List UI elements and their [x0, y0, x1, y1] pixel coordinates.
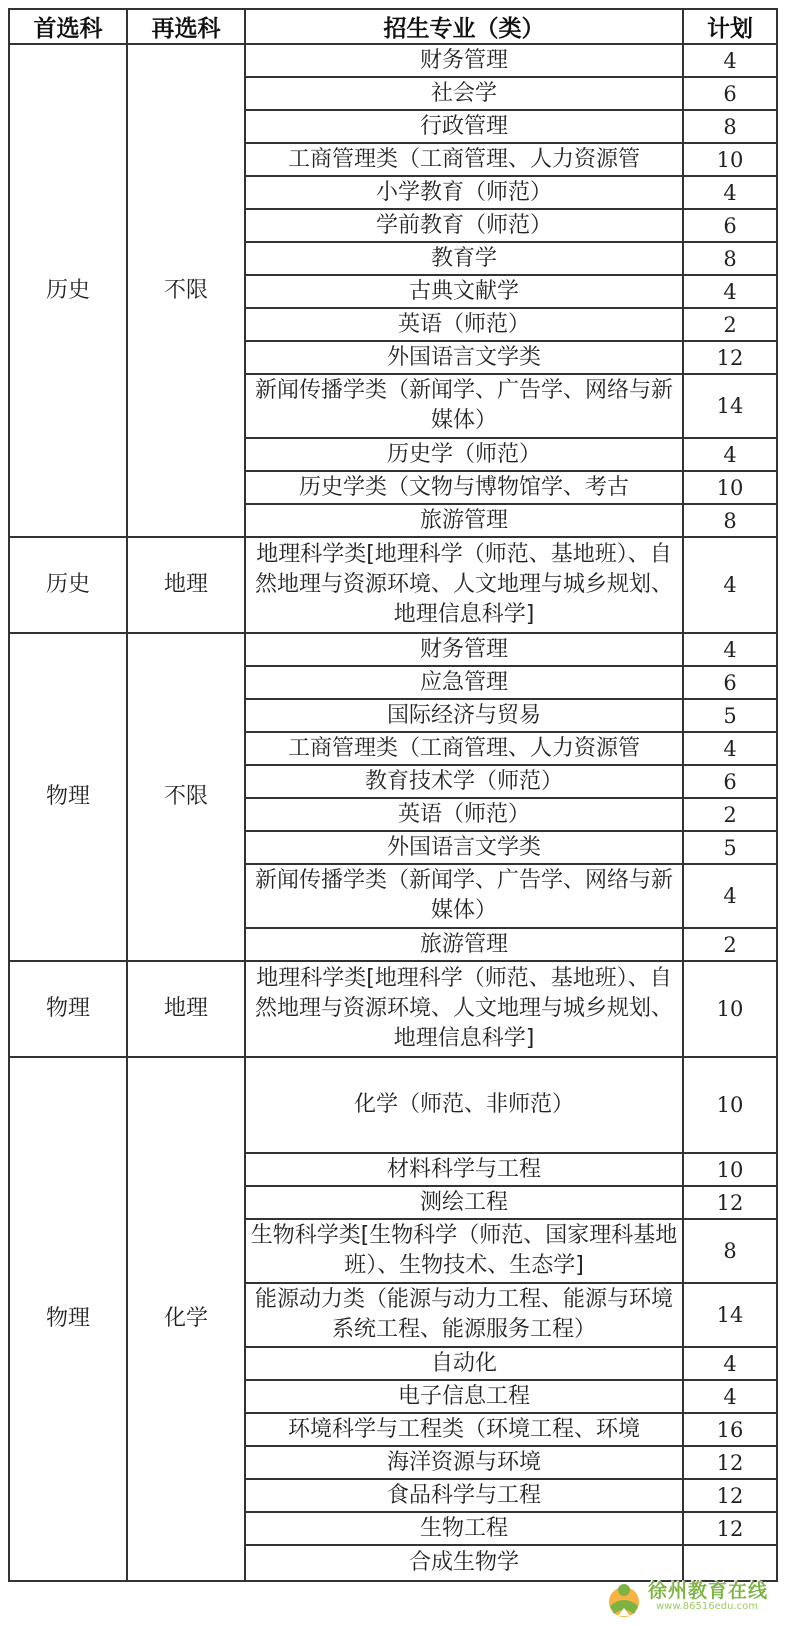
- major-cell: 地理科学类[地理科学（师范、基地班）、自然地理与资源环境、人文地理与城乡规划、地理信息科学]: [245, 961, 683, 1057]
- major-cell: 能源动力类（能源与动力工程、能源与环境系统工程、能源服务工程）: [245, 1283, 683, 1347]
- major-cell: 海洋资源与环境: [245, 1446, 683, 1479]
- major-cell: 自动化: [245, 1347, 683, 1380]
- major-cell: 教育技术学（师范）: [245, 765, 683, 798]
- major-cell: 财务管理: [245, 633, 683, 666]
- major-cell: 历史学（师范）: [245, 438, 683, 471]
- plan-cell: 12: [683, 1186, 777, 1219]
- plan-cell: 14: [683, 374, 777, 438]
- major-cell: 古典文献学: [245, 275, 683, 308]
- first-subject-cell: 历史: [9, 537, 127, 633]
- major-cell: 历史学类（文物与博物馆学、考古: [245, 471, 683, 504]
- plan-cell: 8: [683, 504, 777, 537]
- plan-cell: 12: [683, 1479, 777, 1512]
- plan-cell: 5: [683, 831, 777, 864]
- major-cell: 财务管理: [245, 44, 683, 77]
- major-cell: 测绘工程: [245, 1186, 683, 1219]
- major-cell: 旅游管理: [245, 928, 683, 961]
- first-subject-cell: 历史: [9, 44, 127, 537]
- table-row: [9, 961, 777, 1057]
- plan-cell: 12: [683, 1512, 777, 1545]
- plan-cell: 4: [683, 438, 777, 471]
- major-cell: 工商管理类（工商管理、人力资源管: [245, 732, 683, 765]
- table-body: [9, 44, 777, 1581]
- major-cell: 教育学: [245, 242, 683, 275]
- plan-cell: 2: [683, 798, 777, 831]
- plan-cell: 12: [683, 1446, 777, 1479]
- major-cell: 英语（师范）: [245, 308, 683, 341]
- major-cell: 生物工程: [245, 1512, 683, 1545]
- header-plan: 计划: [683, 9, 777, 44]
- major-cell: 旅游管理: [245, 504, 683, 537]
- plan-cell: 10: [683, 471, 777, 504]
- plan-cell: 2: [683, 308, 777, 341]
- second-subject-cell: 地理: [127, 961, 245, 1057]
- major-cell: 工商管理类（工商管理、人力资源管: [245, 143, 683, 176]
- plan-cell: 4: [683, 44, 777, 77]
- table-row: [9, 537, 777, 633]
- plan-cell: 4: [683, 176, 777, 209]
- header-major: 招生专业（类）: [245, 9, 683, 44]
- major-cell: 外国语言文学类: [245, 341, 683, 374]
- plan-cell: 16: [683, 1413, 777, 1446]
- major-cell: 国际经济与贸易: [245, 699, 683, 732]
- plan-cell: 10: [683, 143, 777, 176]
- plan-cell: 4: [683, 633, 777, 666]
- plan-cell: 10: [683, 961, 777, 1057]
- major-cell: 地理科学类[地理科学（师范、基地班）、自然地理与资源环境、人文地理与城乡规划、地理信息科学]: [245, 537, 683, 633]
- major-cell: 化学（师范、非师范）: [245, 1057, 683, 1153]
- major-cell: 行政管理: [245, 110, 683, 143]
- major-cell: 食品科学与工程: [245, 1479, 683, 1512]
- plan-cell: 8: [683, 1219, 777, 1283]
- major-cell: 生物科学类[生物科学（师范、国家理科基地班）、生物技术、生态学]: [245, 1219, 683, 1283]
- plan-cell: 6: [683, 765, 777, 798]
- major-cell: 社会学: [245, 77, 683, 110]
- plan-cell: 10: [683, 1057, 777, 1153]
- header-second-subject: 再选科: [127, 9, 245, 44]
- first-subject-cell: 物理: [9, 633, 127, 961]
- plan-cell: 8: [683, 110, 777, 143]
- first-subject-cell: 物理: [9, 961, 127, 1057]
- table-row: [9, 44, 777, 77]
- watermark-url: www.86516edu.com: [656, 1601, 758, 1612]
- plan-cell: 12: [683, 341, 777, 374]
- second-subject-cell: 不限: [127, 44, 245, 537]
- second-subject-cell: 化学: [127, 1057, 245, 1581]
- watermark-logo-icon: [602, 1576, 646, 1620]
- major-cell: 外国语言文学类: [245, 831, 683, 864]
- header-first-subject: 首选科: [9, 9, 127, 44]
- plan-cell: 5: [683, 699, 777, 732]
- second-subject-cell: 地理: [127, 537, 245, 633]
- plan-cell: 6: [683, 666, 777, 699]
- plan-cell: 10: [683, 1153, 777, 1186]
- plan-cell: 8: [683, 242, 777, 275]
- major-cell: 环境科学与工程类（环境工程、环境: [245, 1413, 683, 1446]
- plan-cell: 6: [683, 209, 777, 242]
- major-cell: 新闻传播学类（新闻学、广告学、网络与新媒体）: [245, 864, 683, 928]
- plan-cell: 4: [683, 537, 777, 633]
- plan-cell: 4: [683, 1380, 777, 1413]
- plan-cell: 14: [683, 1283, 777, 1347]
- plan-cell: 4: [683, 864, 777, 928]
- plan-cell: 4: [683, 1347, 777, 1380]
- first-subject-cell: 物理: [9, 1057, 127, 1581]
- table-row: [9, 1057, 777, 1153]
- table-row: [9, 633, 777, 666]
- major-cell: 英语（师范）: [245, 798, 683, 831]
- major-cell: 应急管理: [245, 666, 683, 699]
- admission-plan-table: [8, 8, 778, 1582]
- plan-cell: 4: [683, 732, 777, 765]
- major-cell: 合成生物学: [245, 1545, 683, 1581]
- watermark: [602, 1570, 778, 1622]
- header-row: [9, 9, 777, 44]
- major-cell: 材料科学与工程: [245, 1153, 683, 1186]
- major-cell: 学前教育（师范）: [245, 209, 683, 242]
- major-cell: 小学教育（师范）: [245, 176, 683, 209]
- plan-cell: 6: [683, 77, 777, 110]
- second-subject-cell: 不限: [127, 633, 245, 961]
- watermark-title: 徐州教育在线: [648, 1580, 769, 1602]
- plan-cell: 4: [683, 275, 777, 308]
- plan-cell: 2: [683, 928, 777, 961]
- major-cell: 新闻传播学类（新闻学、广告学、网络与新媒体）: [245, 374, 683, 438]
- major-cell: 电子信息工程: [245, 1380, 683, 1413]
